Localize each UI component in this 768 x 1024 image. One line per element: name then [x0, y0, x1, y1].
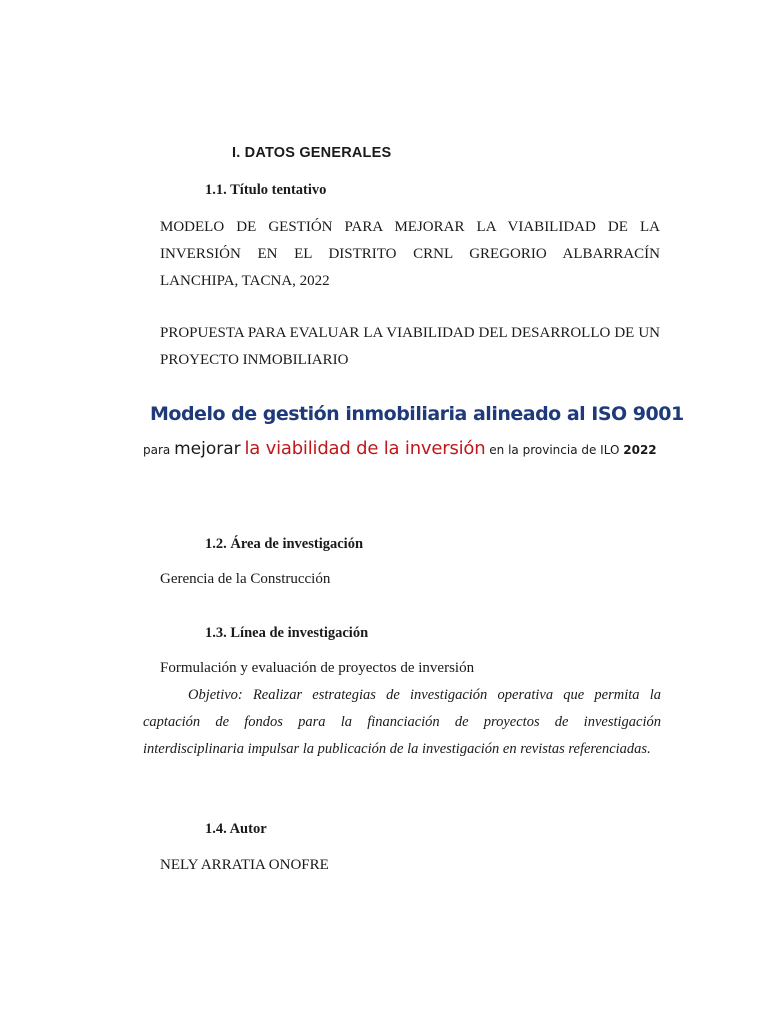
- heading-autor: 1.4. Autor: [205, 821, 267, 837]
- highlight-mejorar: mejorar: [174, 439, 241, 459]
- highlight-para: para: [143, 443, 171, 457]
- autor-value: NELY ARRATIA ONOFRE: [160, 857, 329, 873]
- highlight-rest: en la provincia de ILO: [489, 443, 620, 457]
- linea-value: Formulación y evaluación de proyectos de inversión: [160, 660, 475, 676]
- highlight-title: Modelo de gestión inmobiliaria alineado al ISO 9001: [150, 403, 684, 425]
- heading-area: 1.2. Área de investigación: [205, 536, 364, 552]
- highlight-year: 2022: [623, 443, 657, 457]
- titulo-paragraph-1: MODELO DE GESTIÓN PARA MEJORAR LA VIABILIDAD DE LA INVERSIÓN EN EL DISTRITO CRNL GREGORIO ALBARRACÍN LANCHIPA, TACNA, 2022: [160, 219, 660, 289]
- titulo-paragraph-2: PROPUESTA PARA EVALUAR LA VIABILIDAD DEL DESARROLLO DE UN PROYECTO INMOBILIARIO: [160, 325, 660, 368]
- area-value: Gerencia de la Construcción: [160, 571, 331, 587]
- highlight-red-phrase: la viabilidad de la inversión: [244, 438, 486, 459]
- heading-titulo-tentativo: 1.1. Título tentativo: [205, 182, 327, 198]
- objective-paragraph: Objetivo: Realizar estrategias de investigación operativa que permita la captación de fondos para la financiación de proyectos de investigación interdisciplinaria impulsar la publicación de la investigación en revistas referenciadas.: [143, 687, 661, 757]
- section-title: I. DATOS GENERALES: [232, 145, 392, 161]
- highlight-subtitle: [143, 438, 660, 461]
- heading-linea: 1.3. Línea de investigación: [205, 625, 369, 641]
